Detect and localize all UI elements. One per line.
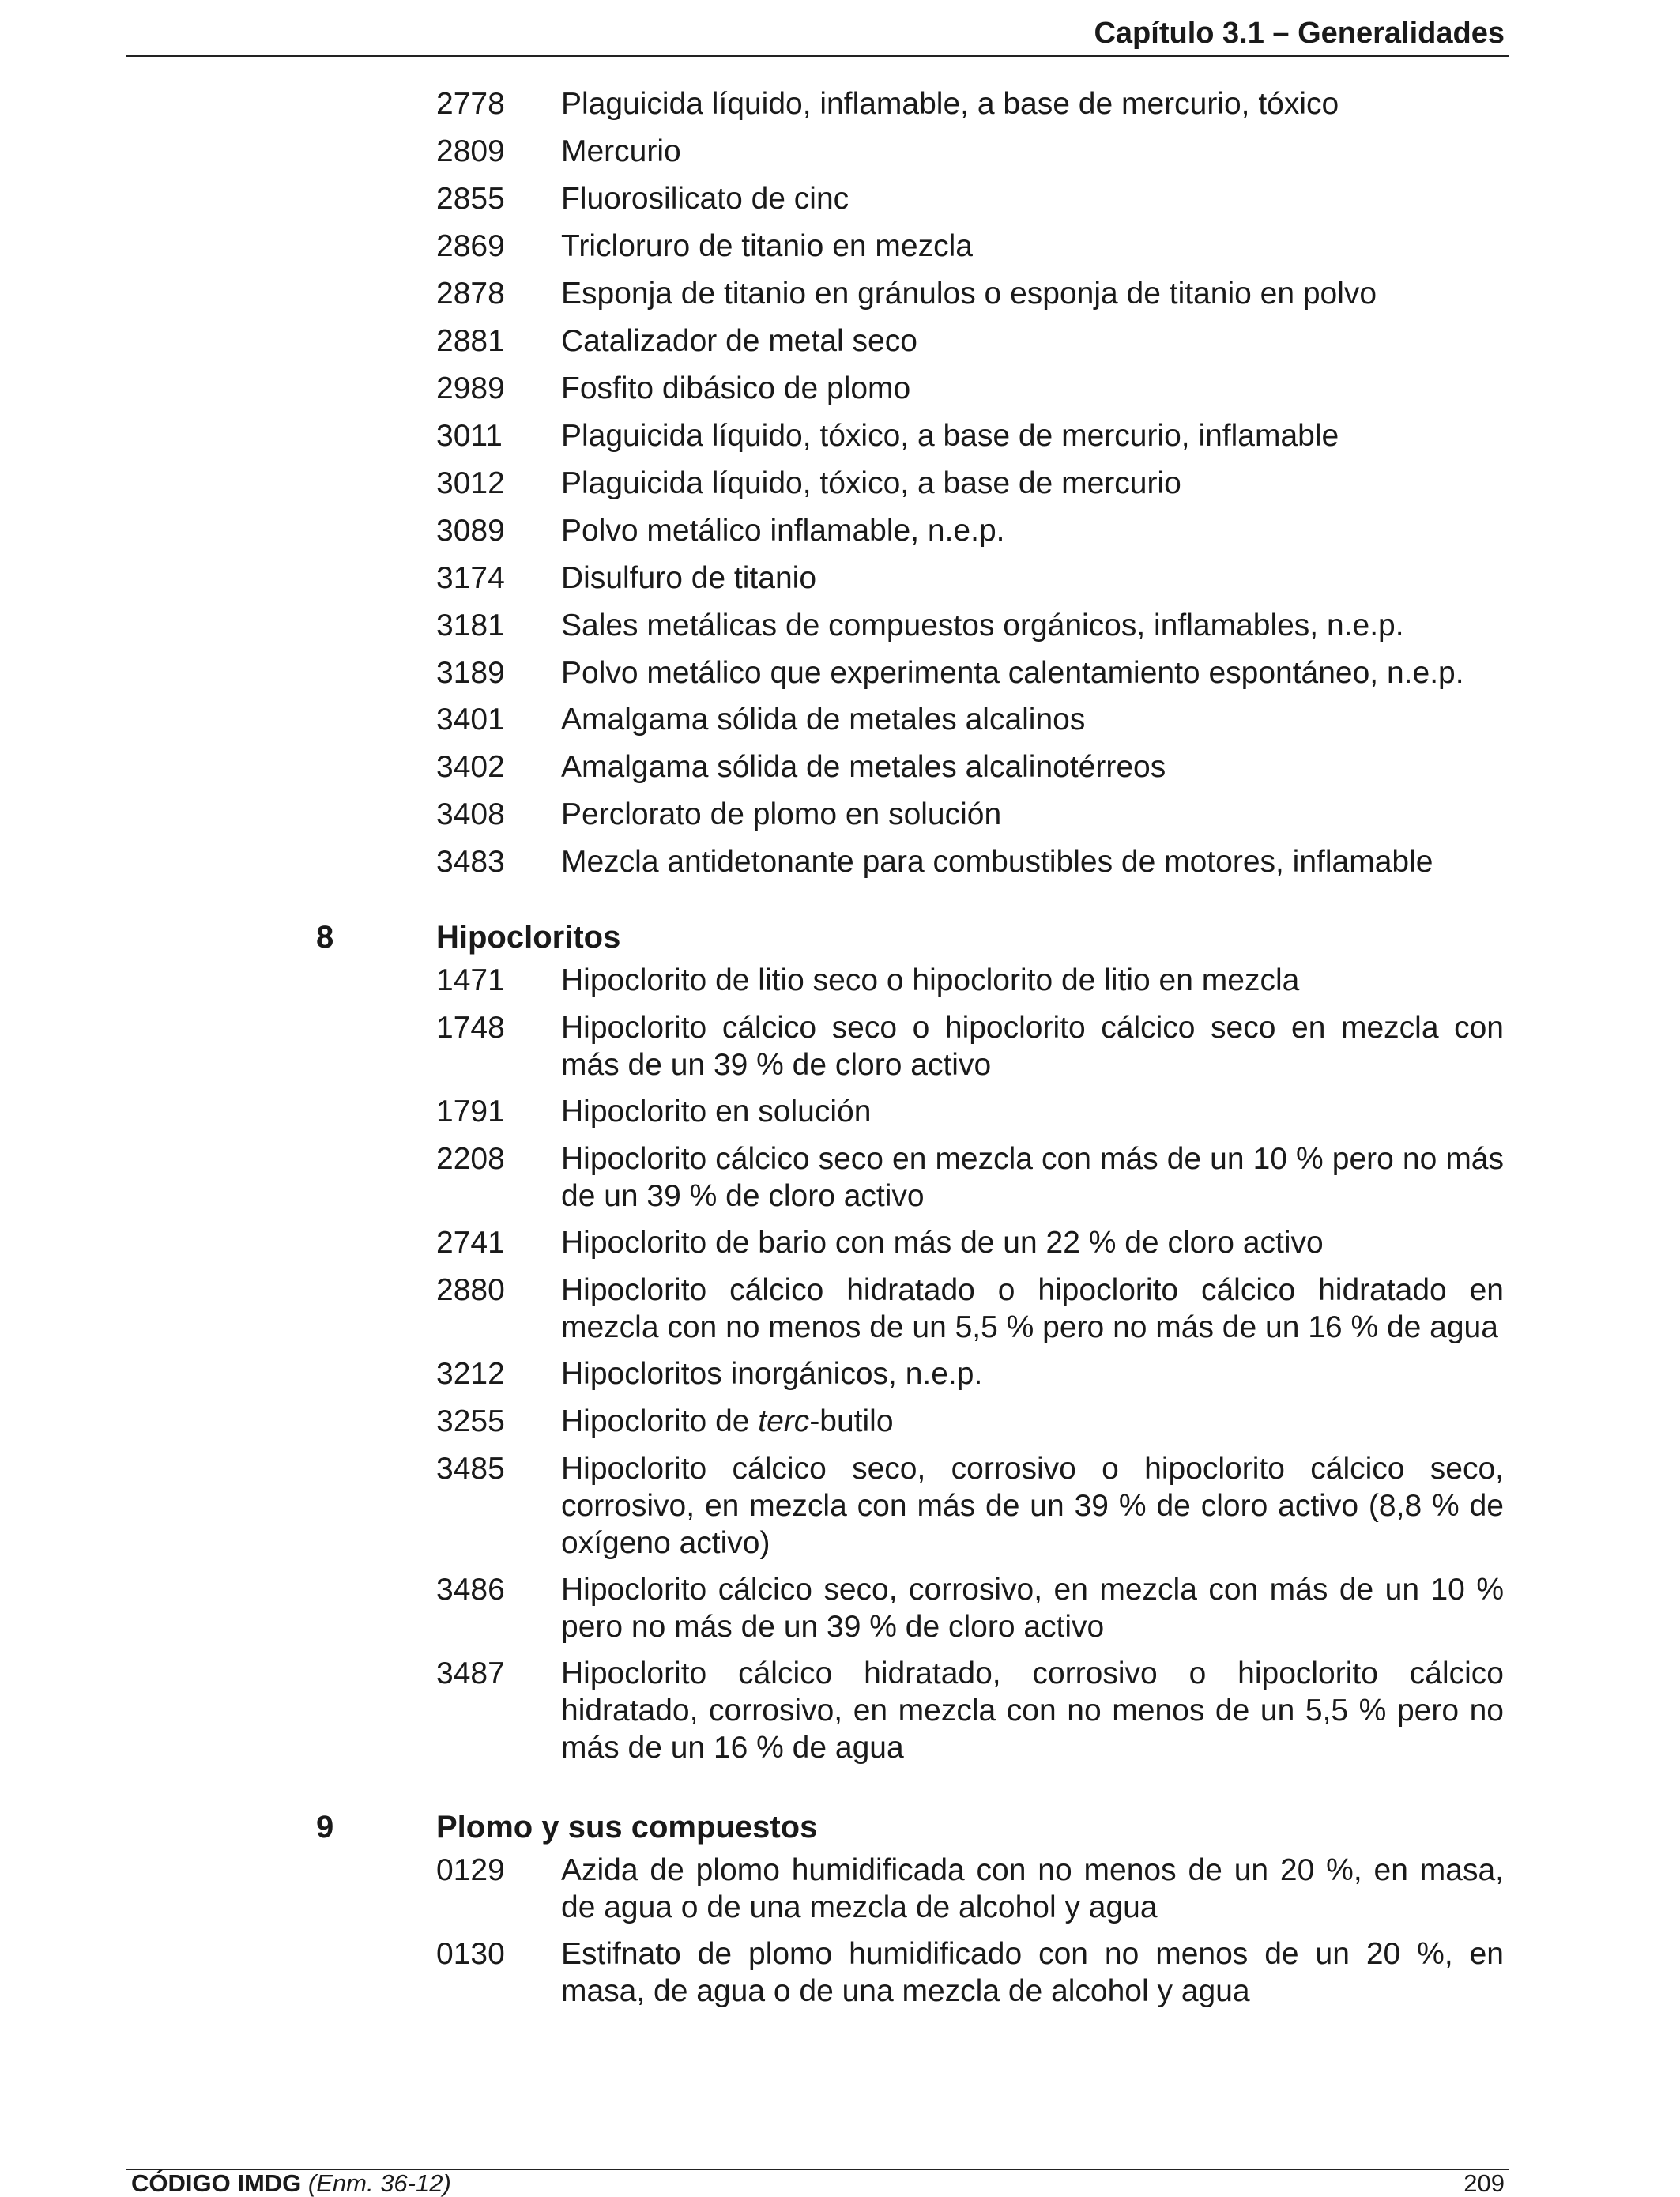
un-entry-row (0, 1450, 1680, 1562)
substance-name-part: Hipoclorito de (561, 1404, 759, 1438)
un-number: 3255 (436, 1404, 505, 1438)
un-entry-row (0, 654, 1680, 692)
substance-name: Mercurio (561, 134, 681, 168)
un-number: 1471 (436, 963, 505, 997)
substance-name-italic: terc (758, 1404, 810, 1438)
footer-code-name: CÓDIGO IMDG (131, 2169, 302, 2197)
un-number: 3483 (436, 845, 505, 879)
substance-name: Hipoclorito de bario con más de un 22 % de cloro activo (561, 1226, 1324, 1260)
un-number: 3486 (436, 1573, 505, 1607)
substance-name: Perclorato de plomo en solución (561, 797, 1002, 831)
substance-name: Plaguicida líquido, tóxico, a base de mercurio, inflamable (561, 419, 1339, 453)
un-entry-row (0, 607, 1680, 644)
un-entry-row (0, 843, 1680, 880)
un-entry-row (0, 85, 1680, 122)
un-number: 3011 (436, 419, 503, 453)
section-title: Hipocloritos (436, 920, 621, 955)
un-entry-row (0, 1140, 1680, 1215)
substance-name: Plaguicida líquido, inflamable, a base de mercurio, tóxico (561, 87, 1339, 121)
substance-name (561, 1403, 1504, 1440)
substance-name: Hipoclorito en solución (561, 1095, 872, 1129)
section-spacer (0, 1776, 1680, 1803)
un-number: 0130 (436, 1937, 505, 1971)
un-entry-row (0, 180, 1680, 217)
un-number: 1791 (436, 1095, 505, 1129)
un-entry-row (0, 748, 1680, 786)
substance-name: Azida de plomo humidificada con no menos de un 20 %, en masa, de agua o de una mezcla de alcohol y agua (561, 1853, 1504, 1924)
footer-code-title (131, 2169, 451, 2197)
un-number: 2741 (436, 1226, 505, 1260)
un-entry-row (0, 962, 1680, 999)
un-entry-row (0, 133, 1680, 170)
substance-name: Catalizador de metal seco (561, 324, 917, 358)
un-number: 3012 (436, 466, 505, 500)
un-entry-row (0, 370, 1680, 407)
un-number: 2878 (436, 277, 505, 311)
un-number: 0129 (436, 1853, 505, 1887)
un-number: 2208 (436, 1142, 505, 1176)
substance-name: Amalgama sólida de metales alcalinotérreos (561, 750, 1166, 784)
un-entry-row (0, 275, 1680, 312)
un-number: 2869 (436, 229, 505, 263)
section-title: Plomo y sus compuestos (436, 1810, 818, 1845)
un-entry-row (0, 1655, 1680, 1766)
un-number: 3189 (436, 656, 505, 690)
substance-name: Hipoclorito cálcico hidratado o hipoclorito cálcico hidratado en mezcla con no menos de un 5,5 % pero no más de un 16 % de agua (561, 1273, 1504, 1344)
un-entry-row (0, 1935, 1680, 2010)
un-entry-row (0, 796, 1680, 833)
un-number: 2880 (436, 1273, 505, 1307)
footer-amendment: (Enm. 36-12) (307, 2169, 451, 2197)
page-footer (126, 2169, 1509, 2195)
substance-name: Hipoclorito cálcico seco, corrosivo o hipoclorito cálcico seco, corrosivo, en mezcla con más de un 39 % de cloro activo (8,8 % de oxígeno activo) (561, 1452, 1504, 1560)
substance-name: Hipoclorito cálcico seco en mezcla con más de un 10 % pero no más de un 39 % de cloro activo (561, 1142, 1504, 1213)
un-entry-row (0, 560, 1680, 597)
un-entry-row (0, 1272, 1680, 1346)
un-number: 2881 (436, 324, 505, 358)
substance-name: Hipoclorito cálcico seco o hipoclorito cálcico seco en mezcla con más de un 39 % de cloro activo (561, 1011, 1504, 1082)
substance-name: Hipoclorito cálcico hidratado, corrosivo o hipoclorito cálcico hidratado, corrosivo, en mezcla con no menos de un 5,5 % pero no más de un 16 % de agua (561, 1656, 1504, 1765)
substance-name: Estifnato de plomo humidificado con no menos de un 20 %, en masa, de agua o de una mezcla de alcohol y agua (561, 1937, 1504, 2008)
main-content (0, 85, 1680, 2019)
un-entry-row (0, 322, 1680, 360)
un-entry-row (0, 1009, 1680, 1083)
un-number: 2809 (436, 134, 505, 168)
substance-name: Disulfuro de titanio (561, 561, 817, 595)
substance-name-suffix: -butilo (809, 1404, 894, 1438)
un-number: 3181 (436, 609, 505, 643)
substance-name: Plaguicida líquido, tóxico, a base de mercurio (561, 466, 1181, 500)
un-entry-row (0, 417, 1680, 454)
substance-name: Polvo metálico inflamable, n.e.p. (561, 514, 1005, 548)
un-number: 3089 (436, 514, 505, 548)
un-entry-row (0, 1093, 1680, 1130)
un-number: 3487 (436, 1656, 505, 1690)
un-entry-row (0, 1571, 1680, 1645)
un-entry-row (0, 1852, 1680, 1926)
section-number: 8 (316, 920, 334, 955)
un-number: 3485 (436, 1452, 505, 1486)
un-number: 2778 (436, 87, 505, 121)
un-entry-row (0, 512, 1680, 549)
page-number: 209 (1463, 2169, 1505, 2197)
un-number: 2855 (436, 182, 505, 216)
un-entry-row (0, 1403, 1680, 1440)
chapter-title: Capítulo 3.1 – Generalidades (1094, 17, 1505, 50)
page-header (126, 14, 1509, 57)
un-number: 3174 (436, 561, 505, 595)
substance-name: Hipocloritos inorgánicos, n.e.p. (561, 1357, 983, 1391)
un-number: 3408 (436, 797, 505, 831)
un-number: 3401 (436, 703, 505, 737)
substance-name: Mezcla antidetonante para combustibles de motores, inflamable (561, 845, 1433, 879)
un-number: 2989 (436, 371, 505, 405)
substance-name: Fosfito dibásico de plomo (561, 371, 911, 405)
section-spacer (0, 891, 1680, 913)
un-entry-row (0, 465, 1680, 502)
substance-name: Hipoclorito cálcico seco, corrosivo, en mezcla con más de un 10 % pero no más de un 39 % de cloro activo (561, 1573, 1504, 1644)
section-heading (0, 1803, 1680, 1852)
substance-name: Amalgama sólida de metales alcalinos (561, 703, 1086, 737)
substance-name: Fluorosilicato de cinc (561, 182, 849, 216)
substance-name: Tricloruro de titanio en mezcla (561, 229, 973, 263)
un-entry-row (0, 1224, 1680, 1261)
un-number: 1748 (436, 1011, 505, 1045)
un-entry-row (0, 701, 1680, 738)
substance-name: Esponja de titanio en gránulos o esponja de titanio en polvo (561, 277, 1377, 311)
substance-name: Sales metálicas de compuestos orgánicos, inflamables, n.e.p. (561, 609, 1404, 643)
section-heading (0, 913, 1680, 962)
un-entry-row (0, 1355, 1680, 1392)
un-entry-row (0, 228, 1680, 265)
substance-name: Hipoclorito de litio seco o hipoclorito de litio en mezcla (561, 963, 1300, 997)
un-number: 3212 (436, 1357, 505, 1391)
substance-name: Polvo metálico que experimenta calentamiento espontáneo, n.e.p. (561, 656, 1464, 690)
section-number: 9 (316, 1810, 334, 1845)
un-number: 3402 (436, 750, 505, 784)
